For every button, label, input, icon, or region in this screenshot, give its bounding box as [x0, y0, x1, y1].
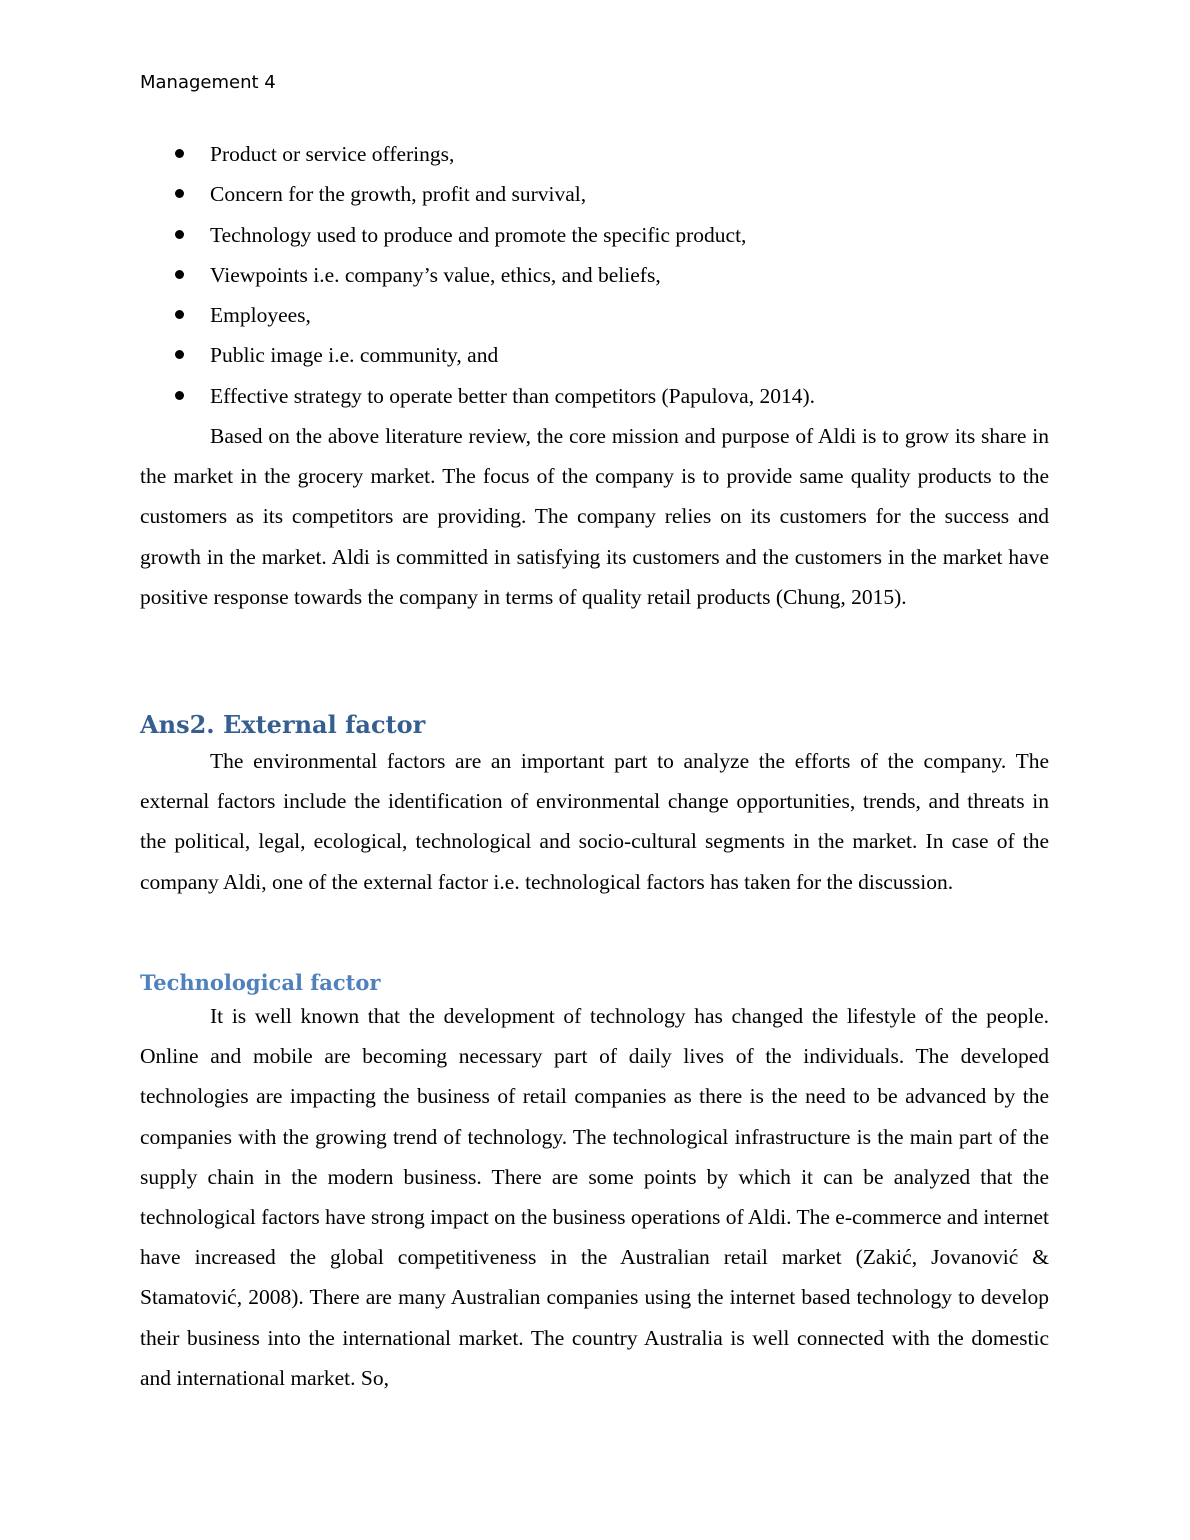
mission-paragraph: Based on the above literature review, the core mission and purpose of Aldi is to grow its share in the market in the grocery market. The focus of the company is to provide same quality products to the customers as its competitors are providing. The company relies on its customers for the success and growth in the market. Aldi is committed in satisfying its customers and the customers in the market have positive response towards the company in terms of quality retail products (Chung, 2015).: [140, 424, 1049, 609]
subsection-heading-technological-factor: Technological factor: [140, 970, 381, 995]
list-item: [140, 174, 1050, 214]
list-item: [140, 295, 1050, 335]
bullet-icon: [175, 391, 184, 400]
list-item: [140, 376, 1050, 416]
external-factor-paragraph: The environmental factors are an important part to analyze the efforts of the company. The external factors include the identification of environmental change opportunities, trends, and threats in the political, legal, ecological, technological and socio-cultural segments in the market. In case of the company Aldi, one of the external factor i.e. technological factors has taken for the discussion.: [140, 749, 1049, 894]
section-heading-external-factor: Ans2. External factor: [140, 710, 426, 739]
bullet-icon: [175, 350, 184, 359]
bullet-icon: [175, 310, 184, 319]
bullet-icon: [175, 270, 184, 279]
technological-factor-paragraph: It is well known that the development of technology has changed the lifestyle of the people. Online and mobile are becoming necessary part of daily lives of the individuals. The developed technologies are impacting the business of retail companies as there is the need to be advanced by the companies with the growing trend of technology. The technological infrastructure is the main part of the supply chain in the modern business. There are some points by which it can be analyzed that the technological factors have strong impact on the business operations of Aldi. The e-commerce and internet have increased the global competitiveness in the Australian retail market (Zakić, Jovanović & Stamatović, 2008). There are many Australian companies using the internet based technology to develop their business into the international market. The country Australia is well connected with the domestic and international market. So,: [140, 1004, 1049, 1390]
list-item-text: Concern for the growth, profit and survival,: [210, 182, 587, 207]
list-item-text: Public image i.e. community, and: [210, 343, 499, 368]
list-item-text: Product or service offerings,: [210, 142, 455, 166]
bullet-icon: [175, 149, 184, 158]
list-item-text: Employees,: [210, 303, 311, 328]
bullet-icon: [175, 189, 184, 198]
mission-components-list: [140, 134, 1050, 416]
list-item: [140, 215, 1050, 255]
list-item: [140, 255, 1050, 295]
running-head: Management 4: [140, 72, 276, 93]
list-item-text: Viewpoints i.e. company’s value, ethics, and beliefs,: [210, 262, 661, 287]
bullet-icon: [175, 230, 184, 239]
list-item: [140, 134, 1050, 174]
list-item: [140, 335, 1050, 375]
list-item-text: Effective strategy to operate better than competitors (Papulova, 2014).: [210, 383, 815, 408]
list-item-text: Technology used to produce and promote the specific product,: [210, 222, 747, 247]
